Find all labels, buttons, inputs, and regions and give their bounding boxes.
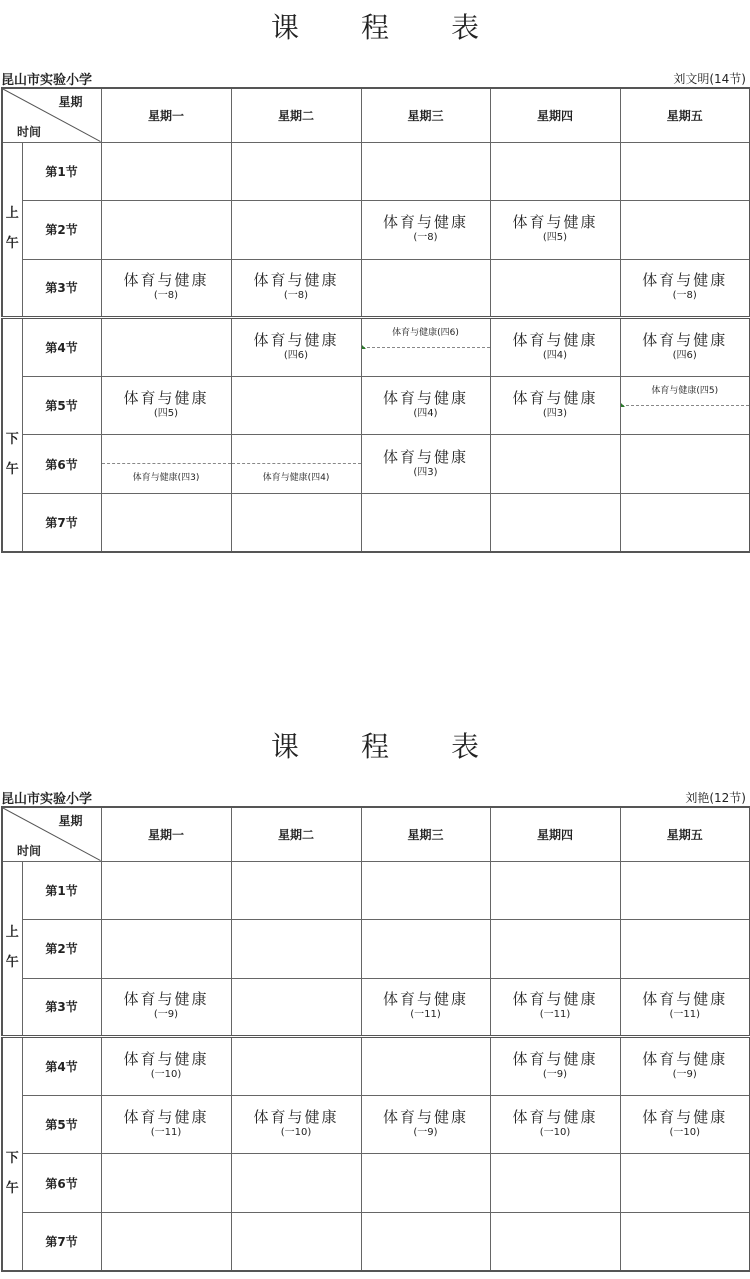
period-label: 第6节: [22, 1154, 101, 1213]
schedule-cell[interactable]: [231, 201, 361, 260]
period-row: [2, 142, 750, 201]
comment-marker-icon: [362, 345, 366, 349]
course-name: 体育与健康: [382, 213, 468, 232]
period-row: [2, 1212, 750, 1271]
class-name: (一11): [410, 1009, 441, 1021]
class-name: (一8): [283, 290, 309, 302]
schedule-cell[interactable]: [361, 1154, 490, 1213]
schedule-cell[interactable]: [101, 201, 231, 260]
period-label: 第5节: [22, 1095, 101, 1154]
schedule-cell[interactable]: [490, 1212, 620, 1271]
schedule-cell[interactable]: [490, 1037, 620, 1096]
schedule-cell[interactable]: [361, 435, 490, 494]
period-row: [2, 1037, 750, 1096]
corner-time-label: 时间: [17, 843, 42, 858]
class-name: (四3): [542, 408, 568, 420]
schedule-cell[interactable]: [101, 435, 231, 494]
half-slot-course: 体育与健康(四3): [132, 473, 200, 484]
class-name: (一9): [413, 1127, 438, 1139]
schedule-cell[interactable]: [490, 493, 620, 552]
period-row: [2, 1154, 750, 1213]
timetable-grid: [1, 87, 750, 553]
comment-marker-icon: [621, 403, 625, 407]
schedule-cell[interactable]: [101, 318, 231, 377]
header-row: [2, 807, 750, 861]
schedule-cell[interactable]: [361, 259, 490, 318]
course-name: 体育与健康: [512, 389, 598, 408]
period-label: 第4节: [22, 318, 101, 377]
schedule-cell[interactable]: [231, 1095, 361, 1154]
course-name: 体育与健康: [123, 271, 209, 290]
day-header: 星期五: [620, 88, 750, 142]
schedule-cell[interactable]: [231, 920, 361, 979]
class-name: (一10): [280, 1127, 312, 1139]
schedule-cell[interactable]: [231, 376, 361, 435]
schedule-cell[interactable]: [361, 861, 490, 920]
split-cell: [621, 377, 750, 435]
course-name: 体育与健康: [123, 389, 209, 408]
period-label: 第2节: [22, 920, 101, 979]
morning-label: [2, 861, 22, 1037]
schedule-cell[interactable]: [101, 1154, 231, 1213]
schedule-cell[interactable]: [490, 376, 620, 435]
day-header: 星期四: [490, 88, 620, 142]
half-slot-empty: [232, 435, 361, 464]
schedule-cell[interactable]: [231, 861, 361, 920]
schedule-cell[interactable]: [101, 1212, 231, 1271]
course-name: 体育与健康: [642, 990, 728, 1009]
course-name: 体育与健康: [382, 990, 468, 1009]
period-row: [2, 259, 750, 318]
schedule-cell[interactable]: [361, 1095, 490, 1154]
schedule-cell[interactable]: [490, 1095, 620, 1154]
schedule-sheet-2: [0, 719, 750, 1279]
schedule-cell[interactable]: [361, 493, 490, 552]
schedule-cell[interactable]: [620, 1212, 750, 1271]
schedule-cell[interactable]: [101, 920, 231, 979]
class-name: (一10): [539, 1127, 571, 1139]
schedule-cell[interactable]: [231, 493, 361, 552]
class-name: (四6): [672, 349, 697, 361]
teacher-name: 刘艳(12节): [685, 791, 746, 805]
course-name: 体育与健康: [123, 1049, 209, 1068]
schedule-title: 课程表: [270, 11, 541, 44]
schedule-cell[interactable]: [490, 201, 620, 260]
period-row: [2, 861, 750, 920]
class-name: (一8): [153, 290, 179, 302]
schedule-cell[interactable]: [620, 259, 750, 318]
schedule-cell[interactable]: [620, 861, 750, 920]
schedule-cell[interactable]: [490, 861, 620, 920]
class-name: (四6): [283, 349, 309, 361]
course-name: 体育与健康: [382, 1108, 468, 1127]
teacher-name: 刘文明(14节): [673, 72, 746, 86]
class-name: (四5): [542, 232, 568, 244]
period-label: 第3节: [22, 259, 101, 318]
course-name: 体育与健康: [253, 330, 339, 349]
schedule-cell[interactable]: [490, 142, 620, 201]
course-name: 体育与健康: [123, 1108, 209, 1127]
day-header: 星期三: [361, 807, 490, 861]
course-name: 体育与健康: [512, 213, 598, 232]
period-row: [2, 920, 750, 979]
course-name: 体育与健康: [642, 271, 728, 290]
period-label: 第7节: [22, 493, 101, 552]
class-name: (一8): [413, 232, 438, 244]
schedule-cell[interactable]: [101, 1037, 231, 1096]
course-name: 体育与健康: [253, 1108, 339, 1127]
class-name: (一9): [153, 1009, 179, 1021]
corner-header: [2, 88, 101, 142]
schedule-cell[interactable]: [231, 435, 361, 494]
day-header: 星期一: [101, 88, 231, 142]
schedule-cell[interactable]: [620, 318, 750, 377]
schedule-cell[interactable]: [361, 201, 490, 260]
half-slot-course: 体育与健康(四6): [362, 319, 490, 348]
corner-day-label: 星期: [58, 814, 83, 828]
schedule-cell[interactable]: [231, 1212, 361, 1271]
class-name: (一8): [672, 290, 697, 302]
class-name: (一10): [150, 1068, 182, 1080]
half-slot-course: 体育与健康(四4): [262, 473, 330, 484]
class-name: (四5): [153, 408, 179, 420]
half-day-char: 午: [5, 236, 19, 252]
schedule-cell[interactable]: [620, 978, 750, 1037]
header-row: [2, 88, 750, 142]
schedule-cell[interactable]: [101, 142, 231, 201]
schedule-cell[interactable]: [620, 142, 750, 201]
period-row: [2, 318, 750, 377]
schedule-cell[interactable]: [490, 920, 620, 979]
split-cell: [102, 435, 231, 493]
course-name: 体育与健康: [512, 1049, 598, 1068]
period-label: 第7节: [22, 1212, 101, 1271]
morning-label: [2, 142, 22, 318]
schedule-cell[interactable]: [361, 318, 490, 377]
schedule-cell[interactable]: [231, 318, 361, 377]
corner-header: [2, 807, 101, 861]
class-name: (一9): [542, 1068, 568, 1080]
schedule-cell[interactable]: [620, 376, 750, 435]
schedule-cell[interactable]: [361, 978, 490, 1037]
timetable-grid: [1, 806, 750, 1272]
half-slot-course: 体育与健康(四5): [621, 377, 750, 406]
schedule-cell[interactable]: [101, 493, 231, 552]
half-day-char: 上: [5, 925, 19, 941]
schedule-cell[interactable]: [620, 201, 750, 260]
day-header: 星期二: [231, 807, 361, 861]
period-row: [2, 435, 750, 494]
schedule-cell[interactable]: [231, 259, 361, 318]
period-label: 第5节: [22, 376, 101, 435]
schedule-cell[interactable]: [490, 1154, 620, 1213]
schedule-cell[interactable]: [620, 493, 750, 552]
school-name: 昆山市实验小学: [1, 73, 93, 88]
schedule-cell[interactable]: [231, 1154, 361, 1213]
period-row: [2, 376, 750, 435]
half-day-char: 上: [5, 206, 19, 222]
half-day-char: 午: [5, 462, 19, 478]
schedule-cell[interactable]: [101, 1095, 231, 1154]
period-row: [2, 493, 750, 552]
split-cell: [362, 319, 490, 376]
schedule-cell[interactable]: [231, 142, 361, 201]
half-slot-empty: [102, 435, 231, 464]
class-name: (一10): [669, 1127, 701, 1139]
day-header: 星期一: [101, 807, 231, 861]
course-name: 体育与健康: [642, 1108, 728, 1127]
class-name: (一11): [539, 1009, 571, 1021]
half-day-char: 下: [5, 1151, 19, 1167]
schedule-cell[interactable]: [101, 259, 231, 318]
schedule-cell[interactable]: [101, 376, 231, 435]
schedule-cell[interactable]: [101, 978, 231, 1037]
period-label: 第1节: [22, 142, 101, 201]
half-day-char: 下: [5, 432, 19, 448]
class-name: (一11): [669, 1009, 701, 1021]
half-day-char: 午: [5, 1181, 19, 1197]
course-name: 体育与健康: [382, 447, 468, 466]
day-header: 星期五: [620, 807, 750, 861]
split-cell: [232, 435, 361, 493]
period-label: 第4节: [22, 1037, 101, 1096]
schedule-cell[interactable]: [361, 142, 490, 201]
schedule-cell[interactable]: [361, 376, 490, 435]
schedule-cell[interactable]: [231, 978, 361, 1037]
schedule-sheet-1: [0, 0, 750, 560]
schedule-cell[interactable]: [490, 259, 620, 318]
class-name: (四4): [413, 408, 438, 420]
period-row: [2, 978, 750, 1037]
course-name: 体育与健康: [512, 1108, 598, 1127]
course-name: 体育与健康: [642, 330, 728, 349]
class-name: (四4): [542, 349, 568, 361]
schedule-cell[interactable]: [490, 978, 620, 1037]
schedule-cell[interactable]: [101, 861, 231, 920]
day-header: 星期二: [231, 88, 361, 142]
course-name: 体育与健康: [253, 271, 339, 290]
schedule-title: 课程表: [270, 730, 541, 763]
period-row: [2, 201, 750, 260]
schedule-cell[interactable]: [620, 920, 750, 979]
course-name: 体育与健康: [512, 990, 598, 1009]
afternoon-label: [2, 1037, 22, 1271]
schedule-cell[interactable]: [231, 1037, 361, 1096]
course-name: 体育与健康: [642, 1049, 728, 1068]
half-day-char: 午: [5, 955, 19, 971]
class-name: (一9): [672, 1068, 697, 1080]
school-name: 昆山市实验小学: [1, 792, 93, 807]
schedule-cell[interactable]: [490, 318, 620, 377]
schedule-cell[interactable]: [620, 435, 750, 494]
course-name: 体育与健康: [123, 990, 209, 1009]
class-name: (四3): [413, 466, 438, 478]
afternoon-label: [2, 318, 22, 552]
period-label: 第2节: [22, 201, 101, 260]
corner-day-label: 星期: [58, 95, 83, 109]
period-label: 第3节: [22, 978, 101, 1037]
day-header: 星期三: [361, 88, 490, 142]
day-header: 星期四: [490, 807, 620, 861]
period-row: [2, 1095, 750, 1154]
course-name: 体育与健康: [382, 389, 468, 408]
schedule-cell[interactable]: [361, 1037, 490, 1096]
schedule-cell[interactable]: [620, 1037, 750, 1096]
schedule-cell[interactable]: [361, 1212, 490, 1271]
corner-time-label: 时间: [17, 124, 42, 139]
period-label: 第6节: [22, 435, 101, 494]
schedule-cell[interactable]: [490, 435, 620, 494]
period-label: 第1节: [22, 861, 101, 920]
schedule-cell[interactable]: [620, 1154, 750, 1213]
schedule-cell[interactable]: [620, 1095, 750, 1154]
course-name: 体育与健康: [512, 330, 598, 349]
class-name: (一11): [150, 1127, 182, 1139]
schedule-cell[interactable]: [361, 920, 490, 979]
